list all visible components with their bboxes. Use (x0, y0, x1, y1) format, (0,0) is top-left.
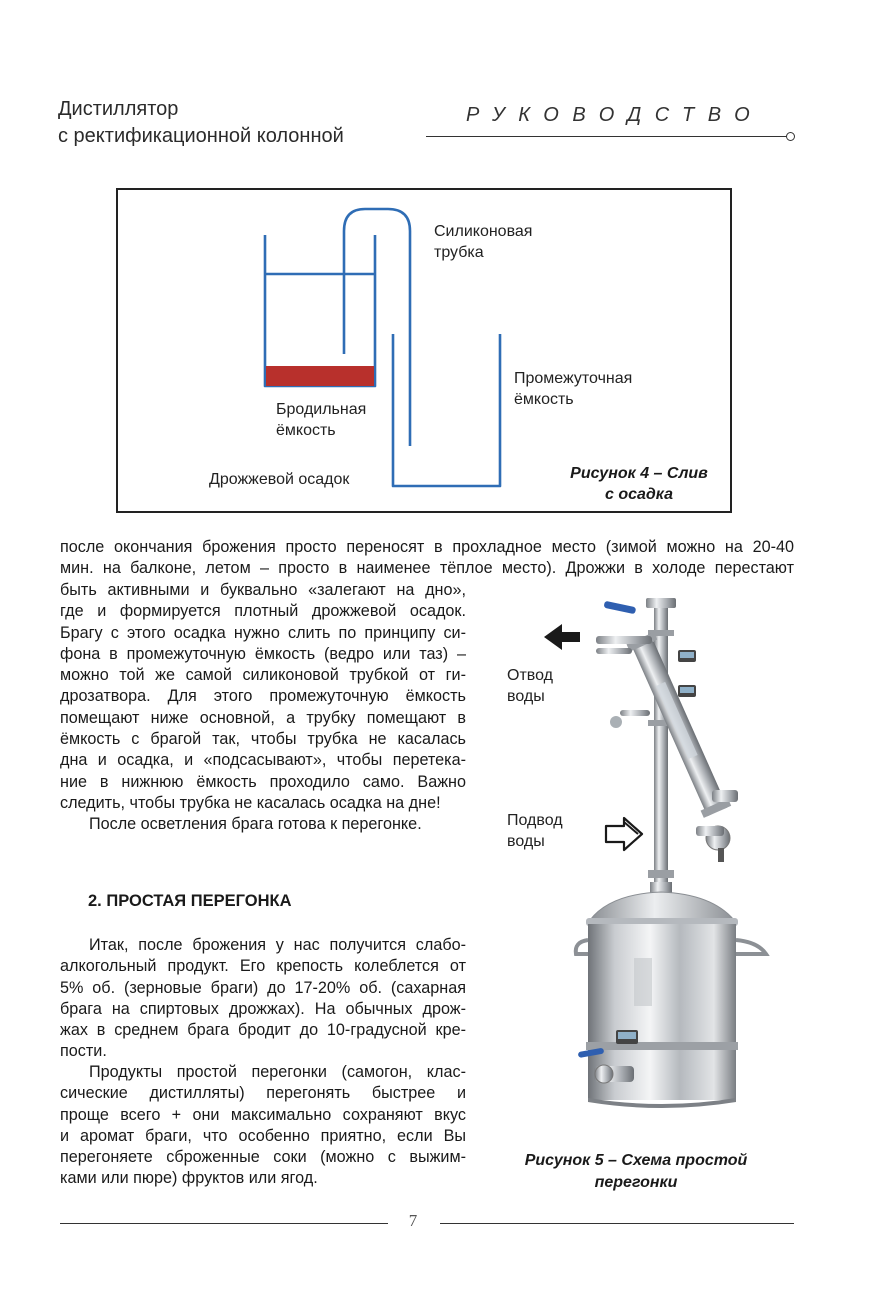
text-line: ние в нижнюю ёмкость проходило само. Важно (60, 772, 466, 791)
footer-rule-right (440, 1223, 794, 1224)
label-fermenter: Бродильная ёмкость (276, 401, 367, 439)
text-line: Продукты простой перегонки (самогон, клас- (89, 1063, 466, 1081)
page-number: 7 (408, 1211, 418, 1230)
text-line: сические дистилляты) перегонять быстрее и (60, 1084, 466, 1103)
text-line: алкогольный продукт. Его крепость колеблется от (60, 957, 466, 976)
label-water-inlet: Подвод воды (507, 812, 563, 850)
text-line: ками или пюре) фруктов или ягод. (60, 1169, 318, 1188)
label-intermediate-vessel: Промежуточная ёмкость (514, 370, 633, 408)
text-line: мин. на балконе, летом – просто в наименее тёплое место). Дрожжи в холоде перестают (60, 559, 794, 578)
text-line: дна и осадка, и «подсасывают», чтобы перетека- (60, 751, 466, 770)
text-line: Брагу с этого осадка нужно слить по принципу си- (60, 623, 466, 642)
section-heading: 2. ПРОСТАЯ ПЕРЕГОНКА (88, 892, 292, 910)
fermenter-vessel (265, 235, 375, 386)
header-rule (426, 136, 788, 137)
text-line: перегоняете сброженные соки (можно с выжим- (60, 1148, 466, 1167)
text-line: проще всего + они максимально сохраняют вкус (60, 1105, 466, 1124)
text-line: Итак, после брожения у нас получится слабо- (89, 936, 466, 954)
title-line-1: Дистиллятор (58, 98, 179, 120)
text-line: помещают ниже основной, а трубку помещают в (60, 708, 466, 727)
section-label: РУКОВОДСТВО (466, 104, 764, 126)
title-line-2: с ректификационной колонной (58, 125, 344, 147)
text-line: после окончания брожения просто переносят в прохладное место (зимой можно на 20-40 (60, 538, 794, 556)
label-yeast-sediment: Дрожжевой осадок (209, 471, 350, 488)
text-line: брага на спиртовых дрожжах). На обычных дрож- (60, 999, 466, 1018)
text-line: следить, чтобы трубка не касалась осадка на дне! (60, 793, 441, 812)
document-title (58, 96, 344, 150)
text-line: фона в промежуточную ёмкость (ведро или таз) – (60, 644, 466, 663)
text-line: быть активными и буквально «залегают на дно», (60, 581, 466, 599)
paragraph-1-full-width (60, 537, 794, 580)
text-line: ёмкость с брагой так, чтобы трубка не касалась (60, 730, 466, 749)
footer-rule-left (60, 1223, 388, 1224)
text-line: жах в среднем брага бродит до 10-градусной кре- (60, 1021, 466, 1040)
text-line: где и формируется плотный дрожжевой осадок. (60, 602, 466, 621)
arrow-left-icon (544, 624, 580, 650)
paragraph-4 (60, 1062, 466, 1190)
label-silicone-tube: Силиконовая трубка (434, 223, 533, 261)
paragraph-3 (60, 935, 466, 1063)
arrow-right-outline-icon (606, 818, 642, 850)
label-water-outlet: Отвод воды (507, 667, 553, 705)
text-line: пости. (60, 1042, 107, 1061)
figure-4-caption: Рисунок 4 – Слив с осадка (570, 465, 708, 503)
text-line: 5% об. (зерновые браги) до 17-20% об. (сахарная (60, 978, 466, 997)
yeast-sediment (266, 366, 374, 386)
text-line: можно той же самой силиконовой трубкой от ги- (60, 666, 466, 685)
paragraph-1-column (60, 580, 466, 836)
figure-4-siphon-diagram (116, 188, 732, 513)
text-line: дрозатвора. Для этого промежуточную ёмкость (60, 687, 466, 706)
paragraph-2: После осветления брага готова к перегонке. (89, 815, 422, 834)
figure-5-caption: Рисунок 5 – Схема простой перегонки (524, 1152, 748, 1191)
header-rule-dot (786, 132, 795, 141)
text-line: и аромат браги, что особенно приятно, если Вы (60, 1126, 466, 1145)
